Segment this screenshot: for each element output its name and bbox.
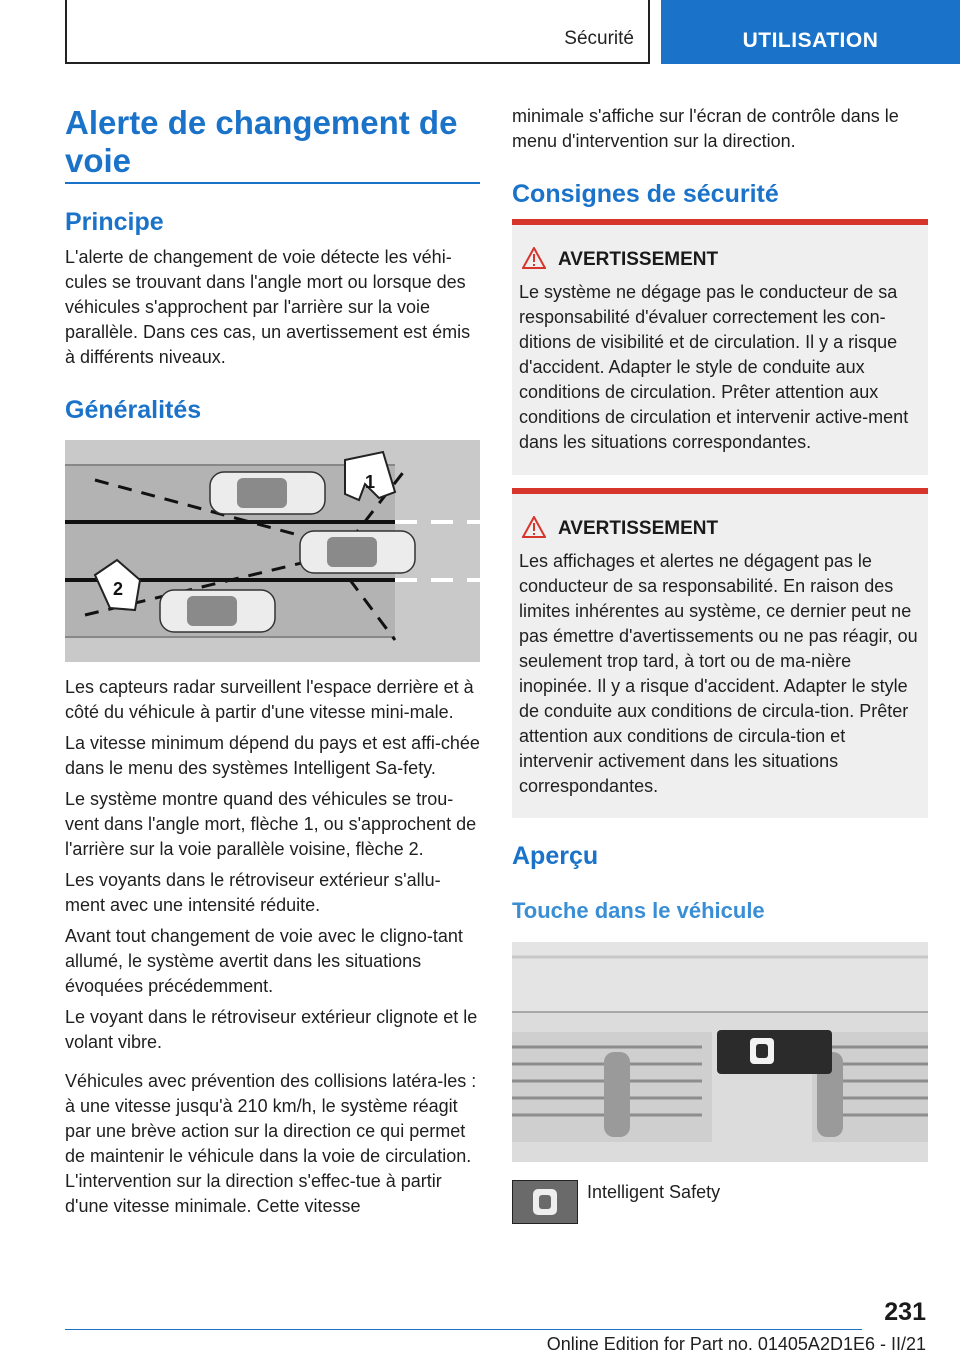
- paragraph: Le système montre quand des véhicules se trou-vent dans l'angle mort, flèche 1, ou s'approchent de l'arrière sur la voie parallèle voisine, flèche 2.: [65, 789, 477, 859]
- page-number: 231: [884, 1298, 926, 1326]
- footer-rule: [65, 1329, 862, 1330]
- page-title-block: [65, 104, 480, 180]
- consignes-heading: Consignes de sécurité: [512, 180, 779, 208]
- page-title: Alerte de changement de voie: [65, 104, 458, 179]
- car-top: [210, 472, 325, 514]
- svg-text:2: 2: [113, 579, 124, 599]
- header-chapter-label: UTILISATION: [742, 29, 879, 52]
- paragraph: Avant tout changement de voie avec le cligno-tant allumé, le système avertit dans les situations évoquées précédemment.: [65, 926, 463, 996]
- header-chapter-tab: [661, 0, 960, 64]
- header-section-tab: [65, 0, 650, 64]
- continuation-text: minimale s'affiche sur l'écran de contrôle dans le menu d'intervention sur la direction.: [512, 106, 899, 151]
- header-section-label: Sécurité: [564, 28, 634, 49]
- svg-text:1: 1: [365, 472, 376, 492]
- car-middle: [300, 531, 415, 573]
- principe-text: L'alerte de changement de voie détecte les véhi-cules se trouvant dans l'angle mort ou lorsque des véhicules s'approchent par l'arrière sur la voie parallèle. Dans ces cas, un avertissement est émis à différents niveaux.: [65, 247, 471, 367]
- vehicle-button-photo: [512, 942, 928, 1162]
- warning-box-1: [512, 219, 928, 475]
- apercu-heading: Aperçu: [512, 842, 599, 870]
- warning-text: Les affichages et alertes ne dégagent pas le conducteur de sa responsabilité. En raison des limites inhérentes au système, ce dernier peut ne pas émettre d'avertissements ou ne pas réagir, ou seulement trop tard, à tort ou de ma-nière inopinée. Il y a risque d'accident. Adapter le style de conduite aux conditions de circula-tion. Prêter attention aux conditions de circula-tion et intervenir activement dans les situations correspondantes.: [519, 551, 918, 796]
- paragraph: Véhicules avec prévention des collisions latéra-les : à une vitesse jusqu'à 210 km/h, le système réagit par une brève action sur la direction ce qui permet de maintenir le véhicule dans la voie de circulation. L'intervention sur la direction s'effec-tue à partir d'une vitesse minimale. Cette vitesse: [65, 1071, 477, 1216]
- car-bottom: [160, 590, 275, 632]
- warning-title: AVERTISSEMENT: [558, 518, 719, 539]
- paragraph: Les voyants dans le rétroviseur extérieur s'allu-ment avec une intensité réduite.: [65, 870, 441, 915]
- intelligent-safety-button-icon: [512, 1180, 578, 1224]
- warning-icon: [522, 247, 546, 274]
- dashboard-svg: [512, 942, 928, 1162]
- generalites-heading: Généralités: [65, 396, 202, 424]
- paragraph: Les capteurs radar surveillent l'espace derrière et à côté du véhicule à partir d'une vitesse mini-male.: [65, 677, 474, 722]
- paragraph: La vitesse minimum dépend du pays et est affi-chée dans le menu des systèmes Intelligent Sa-fety.: [65, 733, 480, 778]
- title-rule: [65, 182, 480, 184]
- left-body: [65, 675, 480, 1219]
- footer-edition: Online Edition for Part no. 01405A2D1E6 - II/21: [546, 1334, 926, 1354]
- button-label: Intelligent Safety: [587, 1182, 721, 1202]
- warning-icon: [522, 516, 546, 543]
- warning-title: AVERTISSEMENT: [558, 249, 719, 270]
- lane-diagram-svg: [65, 440, 480, 662]
- paragraph: Le voyant dans le rétroviseur extérieur clignote et le volant vibre.: [65, 1007, 478, 1052]
- touche-heading: Touche dans le véhicule: [512, 898, 765, 923]
- lane-change-diagram: [65, 440, 480, 662]
- warning-text: Le système ne dégage pas le conducteur de sa responsabilité d'évaluer correctement les con-ditions de visibilité et de circulation. Il y a risque d'accident. Adapter le style de conduite aux conditions de circulation. Prêter attention aux conditions de circulation et intervenir active-ment dans les situations correspondantes.: [519, 282, 909, 452]
- principe-heading: Principe: [65, 208, 164, 236]
- warning-box-2: [512, 488, 928, 818]
